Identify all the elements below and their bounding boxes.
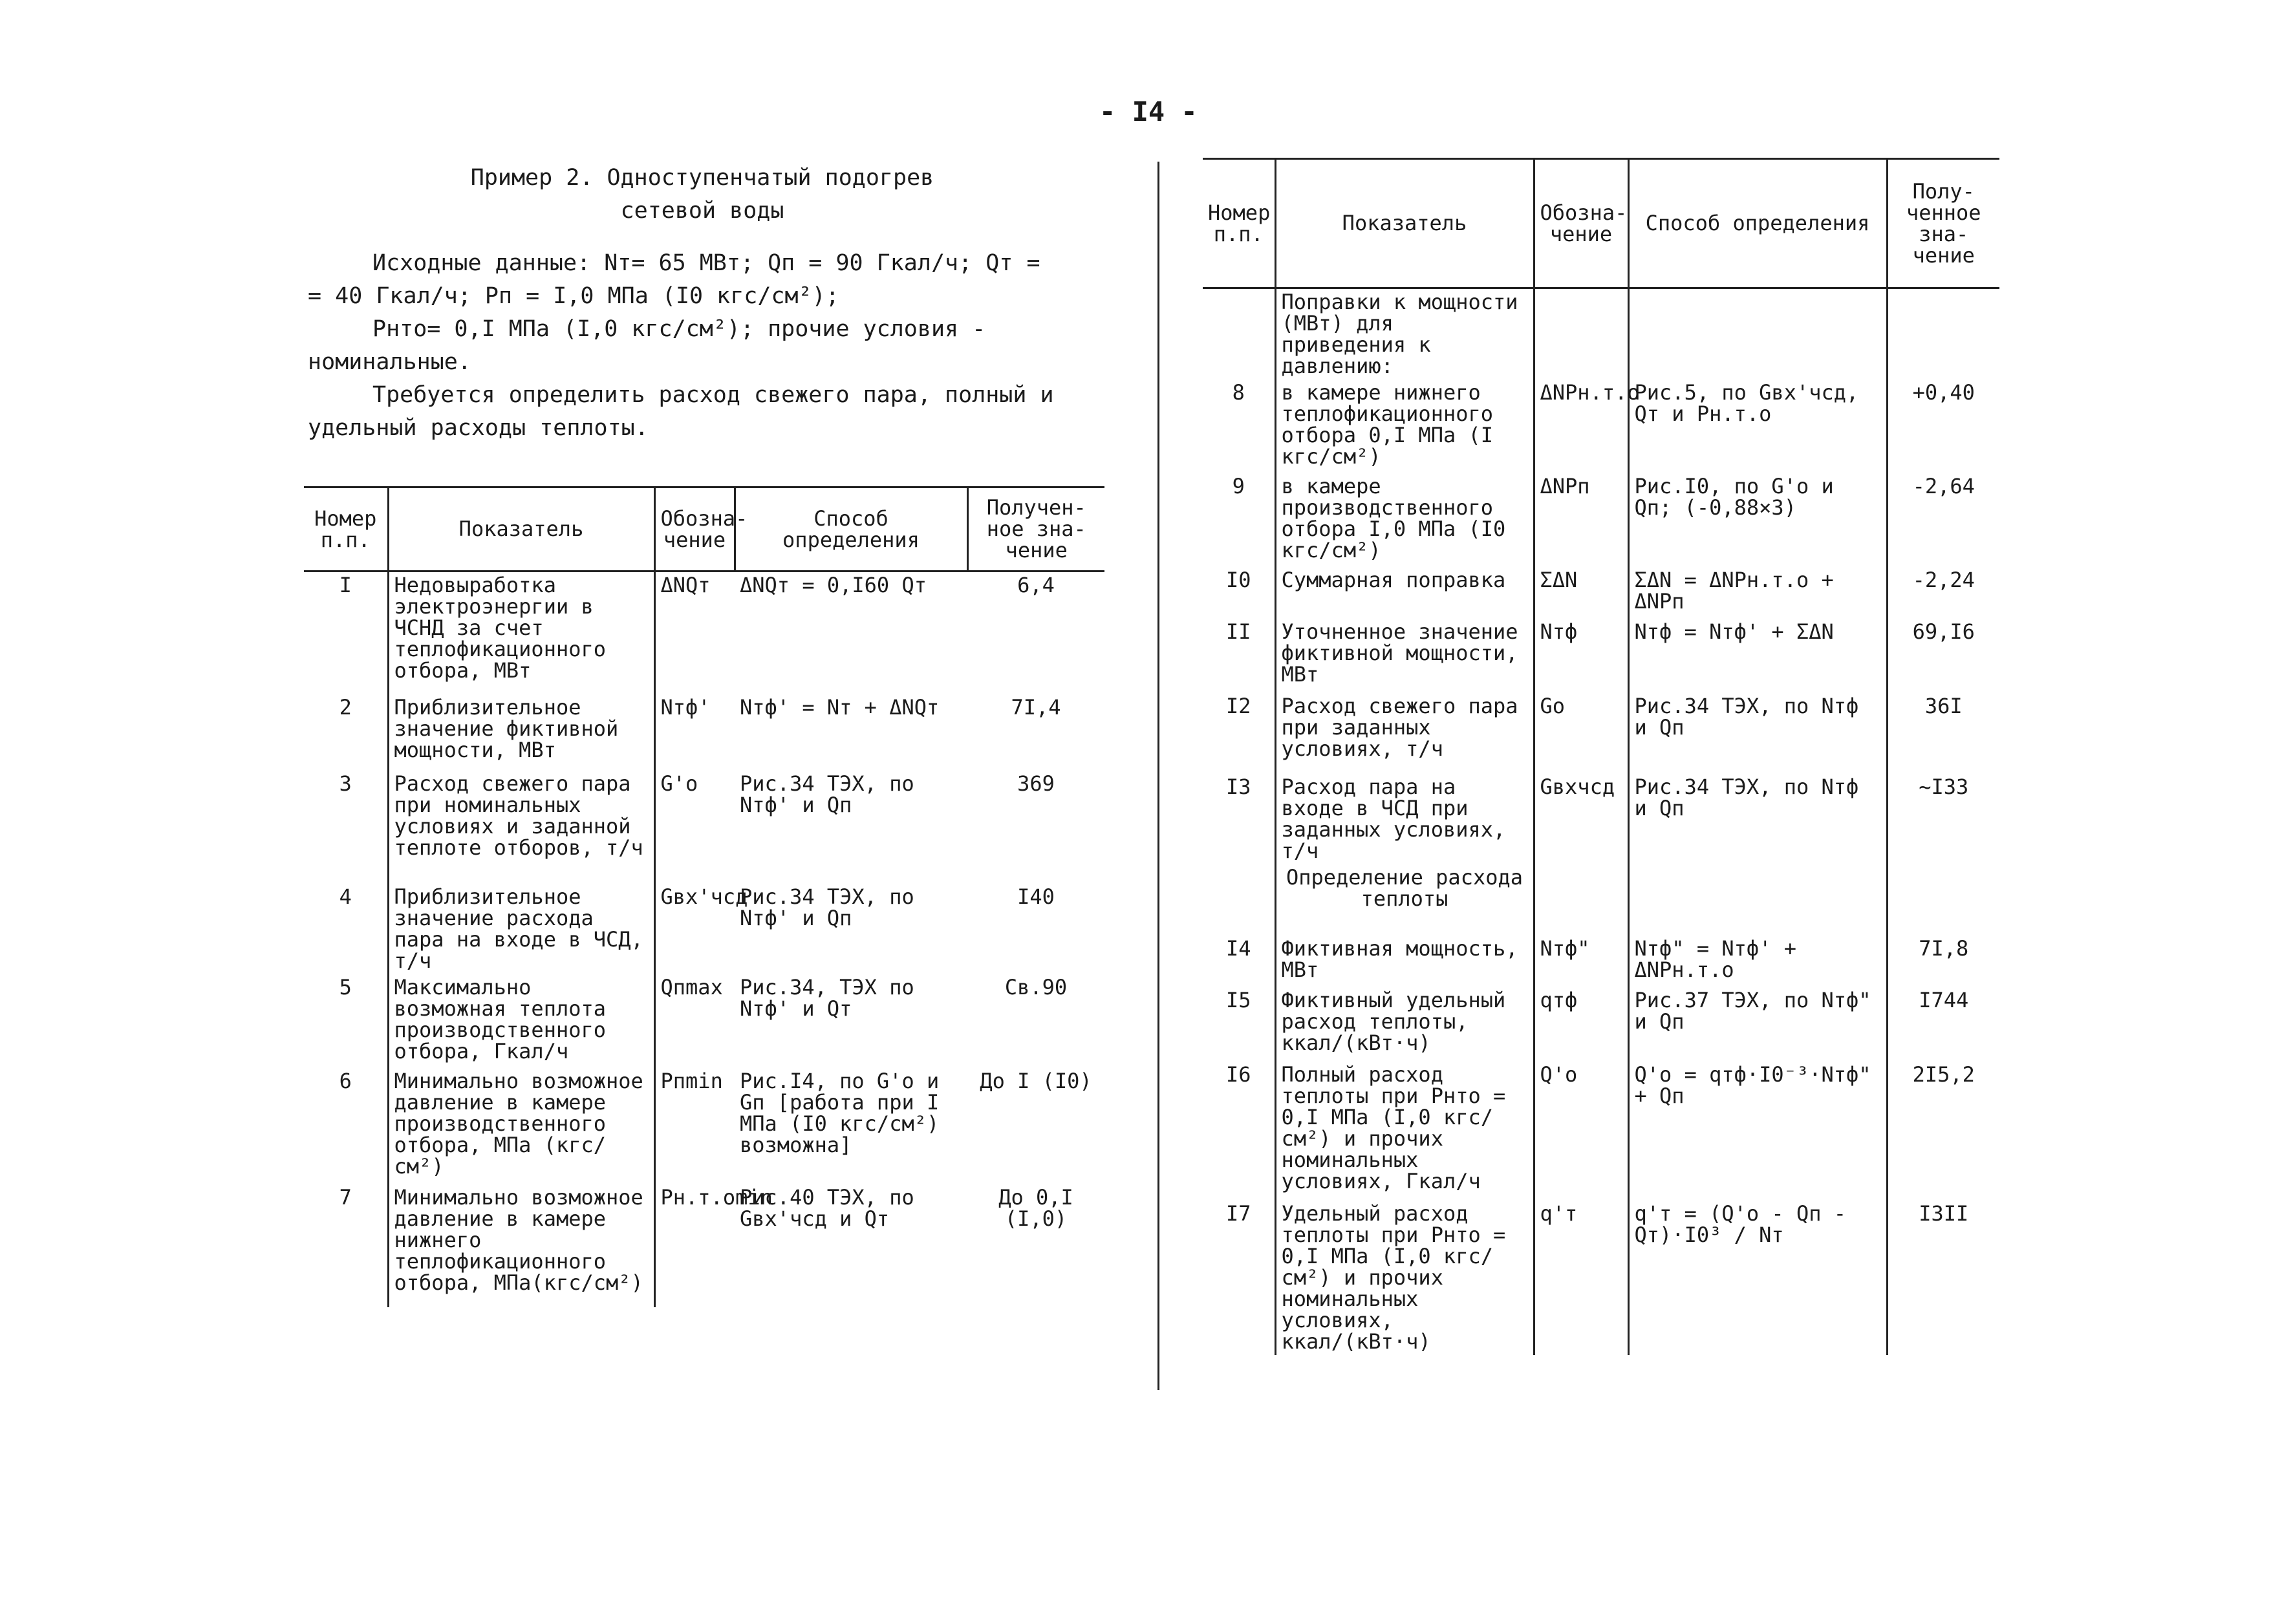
row-value: 369 [1017,771,1055,796]
section-heading: Поправки к мощности (МВт) для приведения к давлению: [1275,288,1534,380]
row-symbol: Nтф [1534,619,1628,693]
row-symbol: Qпmax [654,974,735,1068]
row-symbol: q'т [1534,1201,1628,1355]
given-line-2: = 40 Гкал/ч; Pп = I,0 МПа (I0 кгс/см²); [308,283,839,309]
table-row [1203,987,1999,1062]
row-method: Рис.34 ТЭХ, по Nтф и Qп [1628,774,1887,864]
row-value: -2,24 [1887,567,1999,619]
row-value: 6,4 [1017,573,1055,597]
row-method: Рис.34 ТЭХ, по Nтф и Qп [1628,693,1887,774]
row-symbol: G'o [654,771,735,884]
example-title: Пример 2. Одноступенчатый подогрев [470,165,934,191]
row-value: До 0,I (I,0) [998,1184,1073,1231]
row-method: Рис.5, по Gвх'чсд, Qт и Pн.т.о [1628,379,1887,473]
table-row [1203,619,1999,693]
row-num: I2 [1225,694,1251,718]
col-header-num: Номер п.п. [1203,159,1275,288]
table-row [304,694,1104,771]
row-indicator: в камере производственного отбора I,0 МПа (I0 кгс/см²) [1275,473,1534,567]
row-indicator: Полный расход теплоты при Pнто = 0,I МПа (I,0 кгс/см²) и прочих номинальных условиях, Гкал/ч [1275,1062,1534,1201]
col-header-indicator: Показатель [388,487,654,572]
row-method: Рис.34 ТЭХ, по Nтф' и Qп [740,884,914,930]
row-symbol: Gвх'чсд [654,884,735,974]
example-intro [308,162,1097,445]
row-symbol: Nтф" [1534,935,1628,987]
row-method: Рис.40 ТЭХ, по Gвх'чсд и Qт [740,1184,914,1231]
row-num: 4 [339,884,352,909]
col-header-symbol: Обозна-чение [654,487,735,572]
table-row [304,572,1104,694]
table-row [1203,1062,1999,1201]
table-row [1203,379,1999,473]
row-indicator: в камере нижнего теплофикационного отбора 0,I МПа (I кгс/см²) [1275,379,1534,473]
row-num: II [1225,619,1251,644]
row-value: 2I5,2 [1887,1062,1999,1201]
row-method: q'т = (Q'o - Qп - Qт)·I0³ / Nт [1628,1201,1887,1355]
given-line-3: Pнтo= 0,I МПа (I,0 кгс/см²); прочие условия - [372,316,986,342]
row-method: Q'o = qтф·I0⁻³·Nтф" + Qп [1628,1062,1887,1201]
row-indicator: Расход свежего пара при заданных условиях, т/ч [1275,693,1534,774]
right-table [1203,158,1999,1355]
row-indicator: Недовыработка электроэнергии в ЧСНД за счет теплофикационного отбора, МВт [388,572,654,694]
row-indicator: Расход свежего пара при номинальных условиях и заданной теплоте отборов, т/ч [388,771,654,884]
row-value: ~I33 [1887,774,1999,864]
table-row [1203,567,1999,619]
row-value: +0,40 [1887,379,1999,473]
row-method: Рис.34, ТЭХ по Nтф' и Qт [740,974,914,1021]
column-divider [1157,162,1159,1390]
given-line-1: Исходные данные: Nт= 65 МВт; Qп = 90 Гкал/ч; Qт = [372,250,1040,276]
row-indicator: Максимально возможная теплота производственного отбора, Гкал/ч [388,974,654,1068]
row-method: ΔNQт = 0,I60 Qт [740,573,927,597]
row-value: -2,64 [1887,473,1999,567]
example-title-line2: сетевой воды [620,198,784,224]
section-heading: Определение расхода теплоты [1275,864,1534,935]
row-indicator: Суммарная поправка [1275,567,1534,619]
row-method: Nтф' = Nт + ΔNQт [740,694,940,720]
table-row [304,1068,1104,1184]
col-header-value: Получен-ное зна-чение [967,487,1104,572]
row-num: I5 [1225,988,1251,1012]
col-header-symbol: Обозна-чение [1534,159,1628,288]
col-header-method: Способ определения [735,487,967,572]
col-header-method: Способ определения [1628,159,1887,288]
row-num: 7 [339,1184,352,1210]
row-method: Рис.34 ТЭХ, по Nтф' и Qп [740,771,914,817]
row-symbol: ΣΔN [1534,567,1628,619]
table-row [304,974,1104,1068]
row-indicator: Удельный расход теплоты при Pнто = 0,I МПа (I,0 кгс/см²) и прочих номинальных условиях, ккал/(кВт·ч) [1275,1201,1534,1355]
row-value: I3II [1887,1201,1999,1355]
row-symbol: Pн.т.оmin [654,1184,735,1307]
row-value: I40 [1017,884,1055,909]
row-value: 69,I6 [1887,619,1999,693]
section-row [1203,864,1999,935]
table-row [1203,1201,1999,1355]
row-symbol: Nтф' [654,694,735,771]
row-num: 5 [339,974,352,999]
row-num: I6 [1225,1062,1251,1087]
row-indicator: Минимально возможное давление в камере нижнего теплофикационного отбора, МПа(кгс/см²) [388,1184,654,1307]
row-value: 36I [1887,693,1999,774]
row-num: I [339,573,352,597]
table-row [304,1184,1104,1307]
row-num: 2 [339,694,352,720]
given-line-4: номинальные. [308,349,471,375]
table-row [304,884,1104,974]
row-indicator: Уточненное значение фиктивной мощности, МВт [1275,619,1534,693]
left-table [304,486,1104,1307]
col-header-value: Полу-ченное зна-чение [1887,159,1999,288]
row-symbol: ΔNQт [654,572,735,694]
row-num: I7 [1225,1201,1251,1226]
row-method: Рис.I0, по G'o и Qп; (-0,88×3) [1628,473,1887,567]
page-number: - I4 - [1099,96,1198,127]
row-symbol: ΔNPн.т.о [1534,379,1628,473]
table-row [304,771,1104,884]
row-symbol: Q'o [1534,1062,1628,1201]
row-num: I3 [1225,775,1251,799]
row-indicator: Приблизительное значение фиктивной мощности, МВт [388,694,654,771]
task-line-1: Требуется определить расход свежего пара, полный и [372,382,1054,408]
row-indicator: Фиктивный удельный расход теплоты, ккал/(кВт·ч) [1275,987,1534,1062]
row-value: Св.90 [1004,974,1068,999]
row-method: Рис.37 ТЭХ, по Nтф" и Qп [1628,987,1887,1062]
row-symbol: Gвхчсд [1534,774,1628,864]
col-header-indicator: Показатель [1275,159,1534,288]
row-indicator: Расход пара на входе в ЧСД при заданных условиях, т/ч [1275,774,1534,864]
table-row [1203,693,1999,774]
row-num: 8 [1232,380,1245,405]
task-line-2: удельный расходы теплоты. [308,415,649,441]
table-row [1203,774,1999,864]
row-value: I744 [1887,987,1999,1062]
row-value: До I (I0) [980,1068,1092,1093]
row-method: Nтф = Nтф' + ΣΔN [1628,619,1887,693]
row-indicator: Минимально возможное давление в камере производственного отбора, МПа (кгс/см²) [388,1068,654,1184]
row-num: I0 [1225,568,1251,592]
row-indicator: Фиктивная мощность, МВт [1275,935,1534,987]
table-row [1203,473,1999,567]
row-method: Рис.I4, по G'o и Gп [работа при I МПа (I0 кгс/см²) возможна] [740,1068,940,1157]
row-symbol: qтф [1534,987,1628,1062]
row-symbol: Pпmin [654,1068,735,1184]
table-row [1203,935,1999,987]
row-symbol: Go [1534,693,1628,774]
row-num: 3 [339,771,352,796]
section-row [1203,288,1999,380]
row-symbol: ΔNPп [1534,473,1628,567]
row-method: ΣΔN = ΔNPн.т.о + ΔNPп [1628,567,1887,619]
row-method: Nтф" = Nтф' + ΔNPн.т.о [1628,935,1887,987]
row-indicator: Приблизительное значение расхода пара на входе в ЧСД, т/ч [388,884,654,974]
row-num: 9 [1232,474,1245,498]
row-value: 7I,4 [1011,694,1061,720]
row-num: 6 [339,1068,352,1093]
row-value: 7I,8 [1887,935,1999,987]
row-num: I4 [1225,936,1251,961]
col-header-num: Номер п.п. [304,487,388,572]
